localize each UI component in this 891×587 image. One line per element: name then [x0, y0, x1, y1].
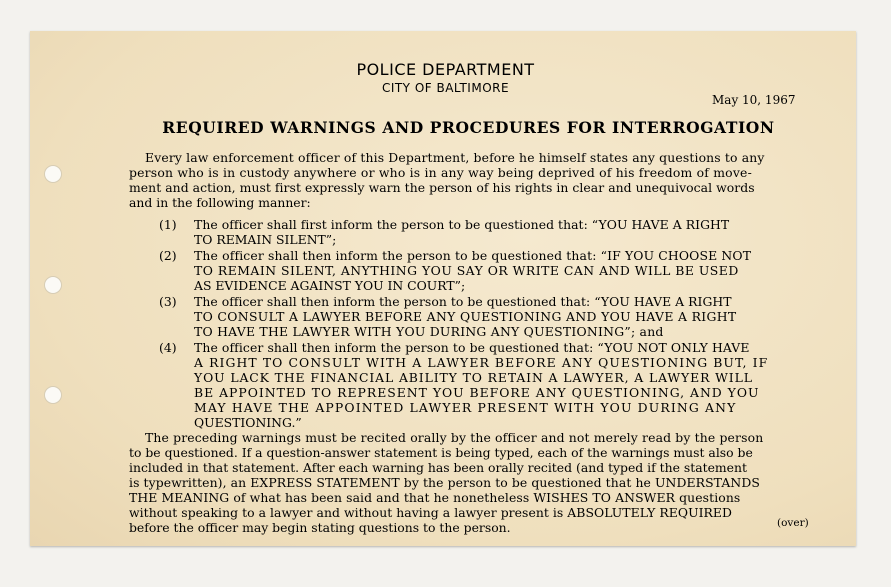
intro-line: ment and action, must first expressly warn the person of his rights in clear and unequivocal words: [129, 180, 755, 195]
over-label: (over): [777, 517, 809, 529]
warning-line: BE APPOINTED TO REPRESENT YOU BEFORE ANY QUESTIONING, AND YOU: [194, 385, 760, 400]
warning-line: AS EVIDENCE AGAINST YOU IN COURT”;: [194, 278, 466, 293]
intro-line: Every law enforcement officer of this Department, before he himself states any questions to any: [145, 150, 765, 165]
warning-line: TO REMAIN SILENT”;: [194, 232, 337, 247]
warning-line: YOU LACK THE FINANCIAL ABILITY TO RETAIN A LAWYER, A LAWYER WILL: [194, 370, 753, 385]
closing-line: before the officer may begin stating questions to the person.: [129, 520, 511, 535]
punch-hole: [44, 276, 62, 294]
warning-line: TO REMAIN SILENT, ANYTHING YOU SAY OR WRITE CAN AND WILL BE USED: [194, 263, 739, 278]
warning-line: The officer shall first inform the person to be questioned that: “YOU HAVE A RIGHT: [194, 217, 730, 232]
closing-line: without speaking to a lawyer and without having a lawyer present is ABSOLUTELY REQUIRED: [129, 505, 732, 520]
closing-line: THE MEANING of what has been said and that he nonetheless WISHES TO ANSWER questions: [129, 490, 741, 505]
warning-line: MAY HAVE THE APPOINTED LAWYER PRESENT WITH YOU DURING ANY: [194, 400, 737, 415]
closing-line: to be questioned. If a question-answer statement is being typed, each of the warnings must also be: [129, 445, 753, 460]
document-title: REQUIRED WARNINGS AND PROCEDURES FOR INTERROGATION: [162, 118, 775, 137]
warning-number: (2): [159, 248, 177, 263]
closing-line: included in that statement. After each warning has been orally recited (and typed if the statement: [129, 460, 747, 475]
intro-line: and in the following manner:: [129, 195, 311, 210]
warning-line: TO HAVE THE LAWYER WITH YOU DURING ANY QUESTIONING”; and: [194, 324, 664, 339]
warning-number: (1): [159, 217, 177, 232]
warning-number: (4): [159, 340, 177, 355]
warning-line: QUESTIONING.”: [194, 415, 302, 430]
warning-line: TO CONSULT A LAWYER BEFORE ANY QUESTIONING AND YOU HAVE A RIGHT: [194, 309, 737, 324]
closing-line: is typewritten), an EXPRESS STATEMENT by the person to be questioned that he UNDERSTANDS: [129, 475, 760, 490]
warning-number: (3): [159, 294, 177, 309]
warning-line: A RIGHT TO CONSULT WITH A LAWYER BEFORE ANY QUESTIONING BUT, IF: [194, 355, 769, 370]
department-heading: POLICE DEPARTMENT: [356, 60, 535, 79]
document-date: May 10, 1967: [712, 93, 796, 107]
closing-line: The preceding warnings must be recited orally by the officer and not merely read by the person: [145, 430, 764, 445]
warning-line: The officer shall then inform the person to be questioned that: “IF YOU CHOOSE NOT: [194, 248, 752, 263]
punch-hole: [44, 386, 62, 404]
intro-line: person who is in custody anywhere or who is in any way being deprived of his freedom of move-: [129, 165, 752, 180]
punch-hole: [44, 165, 62, 183]
city-subheading: CITY OF BALTIMORE: [381, 81, 510, 95]
warning-line: The officer shall then inform the person to be questioned that: “YOU HAVE A RIGHT: [194, 294, 732, 309]
warning-line: The officer shall then inform the person to be questioned that: “YOU NOT ONLY HAVE: [194, 340, 750, 355]
